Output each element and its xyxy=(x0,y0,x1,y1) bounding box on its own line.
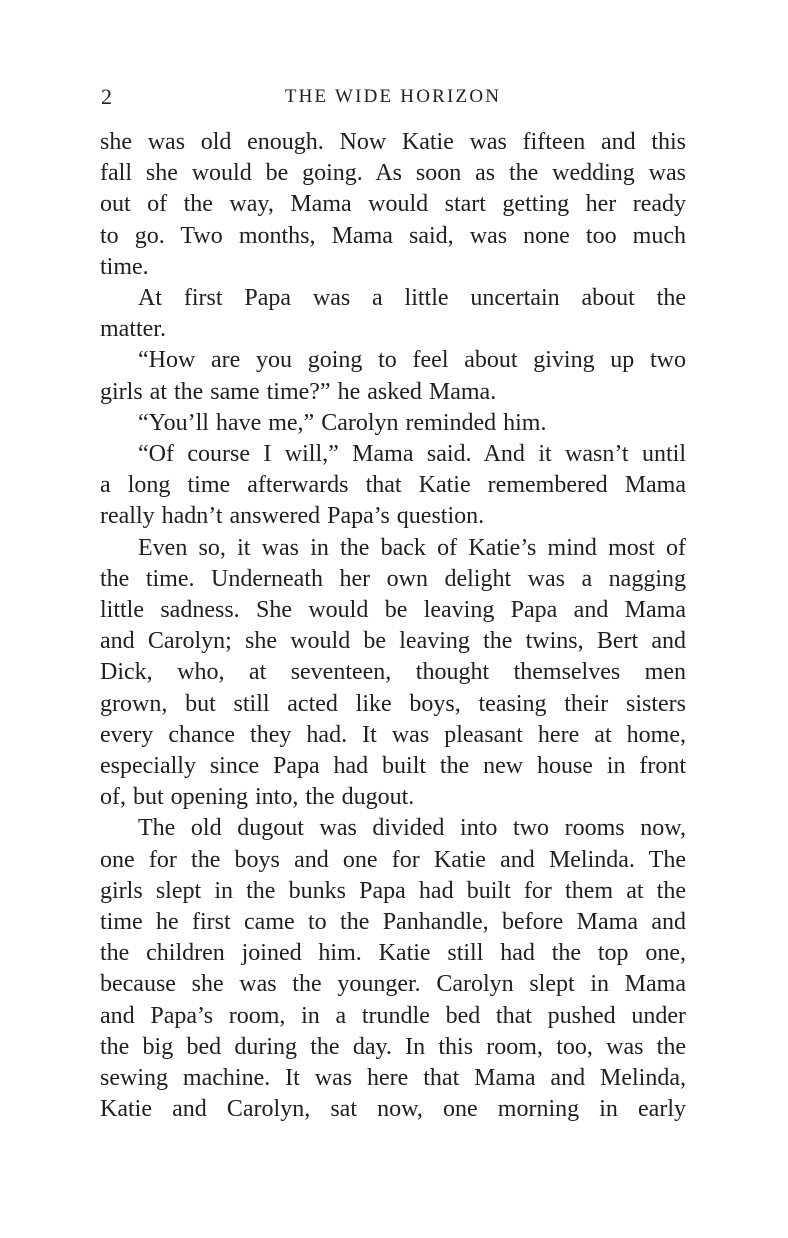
text-line: every chance they had. It was pleasant here at home, xyxy=(100,721,686,748)
text-line: because she was the younger. Carolyn slept in Mama xyxy=(100,971,686,998)
text-line: grown, but still acted like boys, teasing their sisters xyxy=(100,690,686,717)
paragraph xyxy=(100,345,686,407)
text-line: “How are you going to feel about giving up two xyxy=(138,347,686,374)
text-line: sewing machine. It was here that Mama and Melinda, xyxy=(100,1065,686,1092)
text-line: out of the way, Mama would start getting her ready xyxy=(100,191,686,218)
text-line: really hadn’t answered Papa’s question. xyxy=(100,503,485,530)
paragraph xyxy=(100,127,686,283)
text-line: the children joined him. Katie still had the top one, xyxy=(100,940,686,967)
text-line: and Papa’s room, in a trundle bed that pushed under xyxy=(100,1002,686,1029)
paragraph xyxy=(100,283,686,345)
body-text xyxy=(100,127,686,1126)
text-line: girls slept in the bunks Papa had built for them at the xyxy=(100,877,686,904)
text-line: little sadness. She would be leaving Papa and Mama xyxy=(100,597,686,624)
text-line: she was old enough. Now Katie was fifteen and this xyxy=(100,129,686,155)
page-header xyxy=(100,84,686,110)
page-content xyxy=(100,84,686,1126)
text-line: especially since Papa had built the new house in front xyxy=(100,753,686,780)
text-line: and Carolyn; she would be leaving the twins, Bert and xyxy=(100,628,686,655)
text-line: “Of course I will,” Mama said. And it wasn’t until xyxy=(138,441,686,468)
text-line: fall she would be going. As soon as the wedding was xyxy=(100,160,686,187)
paragraph xyxy=(100,408,686,439)
running-title: THE WIDE HORIZON xyxy=(284,86,502,107)
page-number: 2 xyxy=(101,84,112,109)
text-line: of, but opening into, the dugout. xyxy=(100,784,415,811)
text-line: one for the boys and one for Katie and Melinda. The xyxy=(100,846,686,873)
paragraph xyxy=(100,533,686,814)
text-line: Katie and Carolyn, sat now, one morning in early xyxy=(100,1096,686,1123)
text-line: At first Papa was a little uncertain about the xyxy=(138,285,686,312)
text-line: time he first came to the Panhandle, before Mama and xyxy=(100,909,686,936)
text-line: matter. xyxy=(100,316,166,343)
paragraph xyxy=(100,439,686,533)
text-line: “You’ll have me,” Carolyn reminded him. xyxy=(138,409,547,436)
text-line: a long time afterwards that Katie remembered Mama xyxy=(100,472,686,499)
text-line: the big bed during the day. In this room, too, was the xyxy=(100,1033,686,1060)
text-line: the time. Underneath her own delight was a nagging xyxy=(100,565,686,592)
text-line: to go. Two months, Mama said, was none too much xyxy=(100,222,686,249)
text-line: girls at the same time?” he asked Mama. xyxy=(100,378,497,405)
paragraph xyxy=(100,813,686,1125)
text-line: Even so, it was in the back of Katie’s mind most of xyxy=(138,534,686,561)
text-line: time. xyxy=(100,253,149,280)
text-line: Dick, who, at seventeen, thought themselves men xyxy=(100,659,686,686)
text-line: The old dugout was divided into two rooms now, xyxy=(138,815,686,842)
